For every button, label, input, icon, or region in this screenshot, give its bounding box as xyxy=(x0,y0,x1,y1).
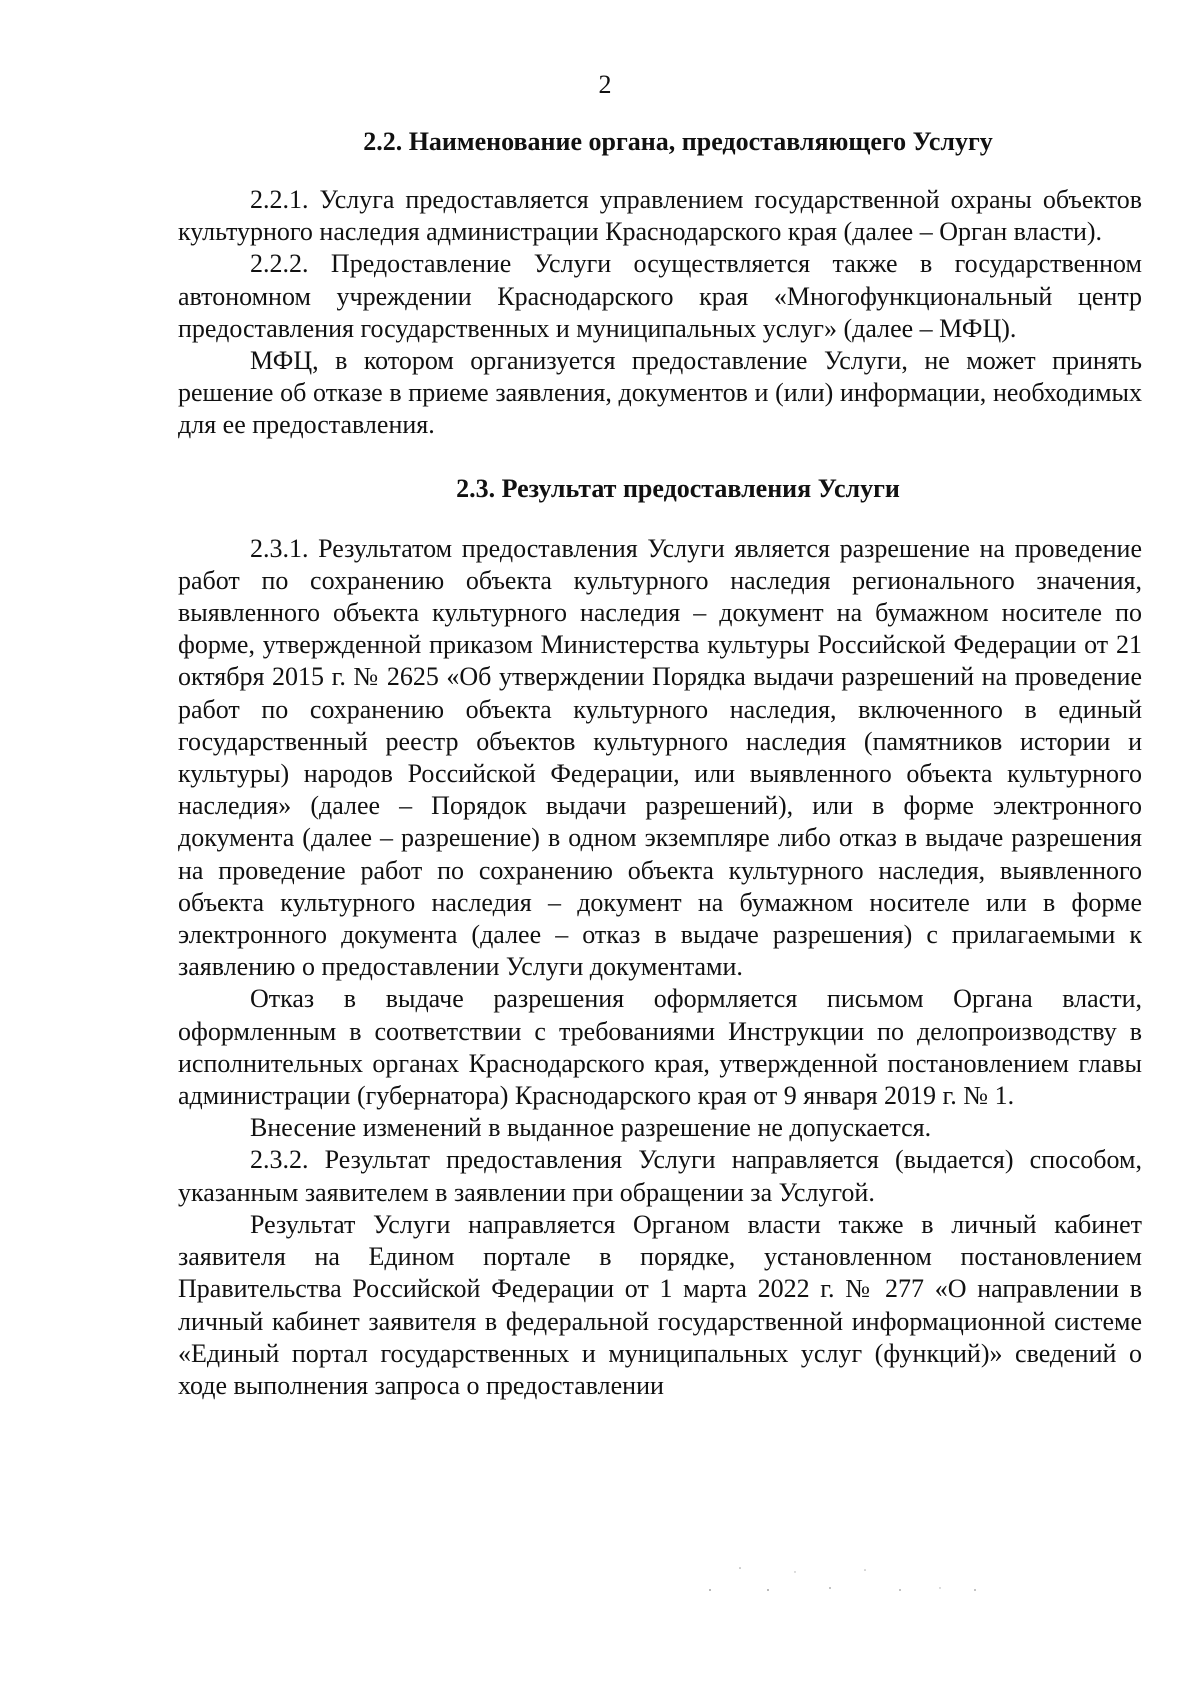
paragraph-2-3-2: 2.3.2. Результат предоставления Услуги направляется (выдается) способом, указанным заявителем в заявлении при обращении за Услугой. xyxy=(178,1145,1142,1207)
paragraph-personal-cabinet: Результат Услуги направляется Органом власти также в личный кабинет заявителя на Едином портале в порядке, установленном постановлением Правительства Российской Федерации от 1 марта 2022 г. № 277 «О направлении в личный кабинет заявителя в федеральной государственной информационной системе «Единый портал государственных и муниципальных услуг (функций)» сведений о ходе выполнения запроса о предоставлении xyxy=(178,1209,1142,1400)
document-body xyxy=(178,126,1142,1402)
paragraph-2-2-1: 2.2.1. Услуга предоставляется управлением государственной охраны объектов культурного наследия администрации Краснодарского края (далее – Орган власти). xyxy=(178,185,1142,247)
paragraph-no-changes: Внесение изменений в выданное разрешение не допускается. xyxy=(250,1113,932,1143)
section-heading-2-3: 2.3. Результат предоставления Услуги xyxy=(456,473,900,503)
paragraph-2-3-1: 2.3.1. Результатом предоставления Услуги является разрешение на проведение работ по сохранению объекта культурного наследия регионального значения, выявленного объекта культурного наследия – документ на бумажном носителе по форме, утвержденной приказом Министерства культуры Российской Федерации от 21 октября 2015 г. № 2625 «Об утверждении Порядка выдачи разрешений на проведение работ по сохранению объекта культурного наследия, включенного в единый государственный реестр объектов культурного наследия (памятников истории и культуры) народов Российской Федерации, или выявленного объекта культурного наследия» (далее – Порядок выдачи разрешений), или в форме электронного документа (далее – разрешение) в одном экземпляре либо отказ в выдаче разрешения на проведение работ по сохранению объекта культурного наследия, выявленного объекта культурного наследия – документ на бумажном носителе или в форме электронного документа (далее – отказ в выдаче разрешения) с прилагаемыми к заявлению о предоставлении Услуги документами. xyxy=(178,533,1142,982)
paragraph-mfc-refusal: МФЦ, в котором организуется предоставление Услуги, не может принять решение об отказе в приеме заявления, документов и (или) информации, необходимых для ее предоставления. xyxy=(178,346,1142,440)
paragraph-2-2-2: 2.2.2. Предоставление Услуги осуществляется также в государственном автономном учреждении Краснодарского края «Многофункциональный центр предоставления государственных и муниципальных услуг» (далее – МФЦ). xyxy=(178,249,1142,343)
scan-noise-decoration xyxy=(700,1560,1000,1600)
section-heading-2-2: 2.2. Наименование органа, предоставляющего Услугу xyxy=(363,127,993,156)
paragraph-refusal-letter: Отказ в выдаче разрешения оформляется письмом Органа власти, оформленным в соответствии с требованиями Инструкции по делопроизводству в исполнительных органах Краснодарского края, утвержденной постановлением главы администрации (губернатора) Краснодарского края от 9 января 2019 г. № 1. xyxy=(178,984,1142,1111)
page-number: 2 xyxy=(598,70,612,99)
